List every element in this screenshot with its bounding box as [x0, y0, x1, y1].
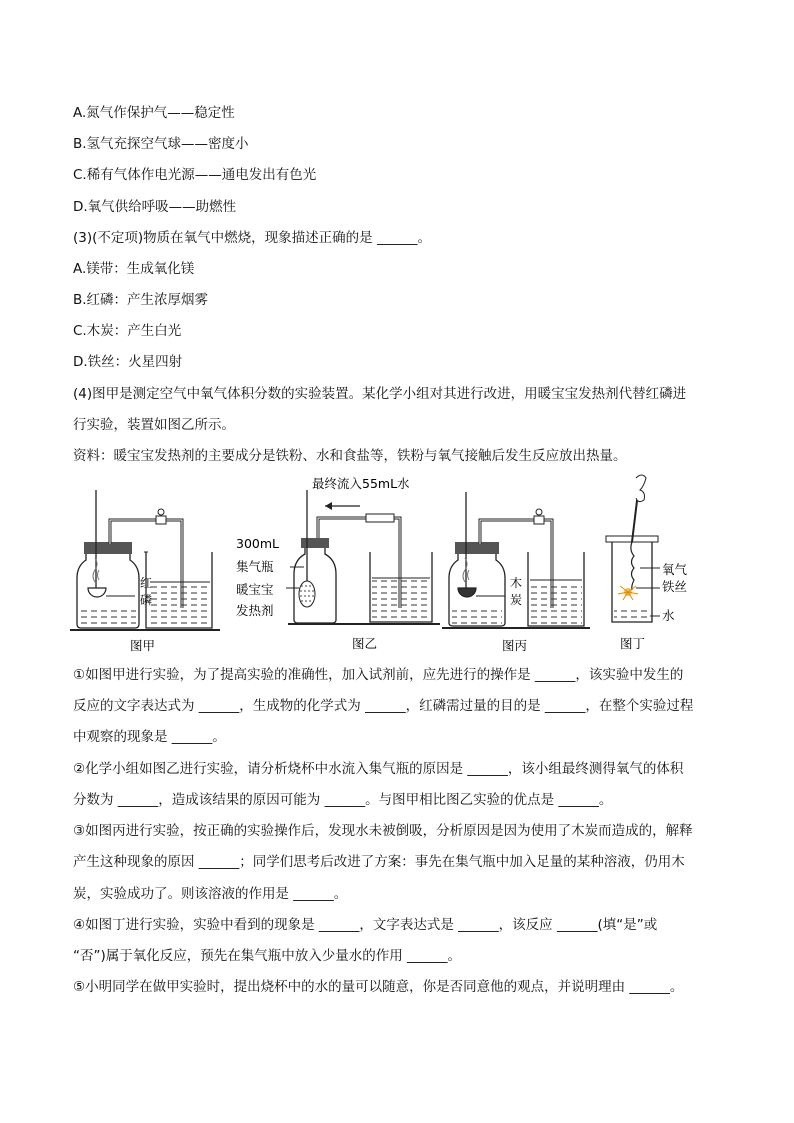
q3-option-a: A.镁带：生成氧化镁: [73, 261, 195, 277]
figure-jia: [70, 490, 220, 653]
subq-2-line-2: 分数为 ______，造成该结果的原因可能为 ______。与图甲相比图乙实验的优点是 ______。: [73, 792, 613, 808]
stopper: [84, 542, 132, 554]
label-water: 水: [662, 608, 675, 623]
subq-5-line-1: ⑤小明同学在做甲实验时，提出烧杯中的水的量可以随意，你是否同意他的观点，并说明理由 ______。: [73, 979, 684, 995]
beaker-water: [530, 582, 582, 624]
subq-2-line-1: ②化学小组如图乙进行实验，请分析烧杯中水流入集气瓶的原因是 ______，该小组最终测得氧气的体积: [73, 761, 684, 777]
gas-bottle: [294, 546, 336, 623]
subq-3-line-2: 产生这种现象的原因 ______；同学们思考后改进了方案：事先在集气瓶中加入足量的某种溶液，仍用木: [73, 854, 685, 870]
rubber-joint: [366, 514, 394, 522]
figure-ding: [606, 475, 688, 651]
subq-1-line-3: 中观察的现象是 ______。: [73, 729, 226, 745]
hand-icon: [636, 475, 646, 502]
option-c-noble-gas: C.稀有气体作电光源——通电发出有色光: [73, 167, 317, 183]
caption-jia: 图甲: [130, 638, 156, 653]
beaker-water: [148, 584, 210, 626]
clamp: [156, 516, 166, 524]
beaker-water: [372, 580, 430, 620]
subq-1-line-1: ①如图甲进行实验，为了提高实验的准确性，加入试剂前，应先进行的操作是 ______，该实验中发生的: [73, 667, 684, 683]
label-charcoal: 炭: [510, 593, 523, 607]
label-iron-wire: 铁丝: [662, 579, 688, 594]
caption-ding: 图丁: [620, 636, 646, 651]
bottle-water: [614, 610, 650, 621]
caption-bing: 图丙: [502, 638, 528, 653]
stopper: [301, 538, 329, 548]
label-red: 红: [140, 576, 153, 590]
q3-option-b: B.红磷：产生浓厚烟雾: [73, 292, 209, 308]
question-4-stem-2: 行实验，装置如图乙所示。: [73, 417, 235, 433]
note-55ml: 最终流入55mL水: [312, 476, 410, 491]
option-a-nitrogen: A.氮气作保护气——稳定性: [73, 105, 235, 121]
subq-3-line-1: ③如图丙进行实验，按正确的实验操作后，发现水未被倒吸，分析原因是因为使用了木炭而造成的，解释: [73, 823, 693, 839]
caption-yi: 图乙: [352, 636, 378, 651]
label-phosphorus: 磷: [140, 593, 153, 607]
reference-material: 资料：暖宝宝发热剂的主要成分是铁粉、水和食盐等，铁粉与氧气接触后发生反应放出热量。: [73, 448, 627, 464]
label-gas-bottle: 集气瓶: [236, 559, 274, 574]
subq-1-line-2: 反应的文字表达式为 ______，生成物的化学式为 ______，红磷需过量的目的是 ______，在整个实验过程: [73, 698, 694, 714]
stopper: [455, 542, 499, 554]
bottle-water: [452, 610, 502, 624]
experiment-figures: [0, 470, 794, 660]
label-heating-agent: 发热剂: [236, 603, 274, 618]
label-wood: 木: [510, 576, 523, 590]
figure-bing: [442, 492, 590, 653]
subq-3-line-3: 炭，实验成功了。则该溶液的作用是 ______。: [73, 886, 348, 902]
label-300ml: 300mL: [236, 536, 279, 551]
subq-4-line-2: “否”)属于氧化反应，预先在集气瓶中放入少量水的作用 ______。: [73, 948, 462, 964]
bottle-water: [80, 610, 136, 624]
subq-4-line-1: ④如图丁进行实验，实验中看到的现象是 ______，文字表达式是 ______，该反应 ______(填“是”或: [73, 917, 658, 933]
question-4-stem-1: (4)图甲是测定空气中氧气体积分数的实验装置。某化学小组对其进行改进，用暖宝宝发热剂代替红磷进: [73, 386, 687, 402]
option-b-hydrogen: B.氢气充探空气球——密度小: [73, 136, 249, 152]
apparatus-diagram: [0, 470, 794, 660]
q3-option-d: D.铁丝：火星四射: [73, 354, 183, 370]
clamp: [534, 516, 544, 524]
question-3-stem: (3)(不定项)物质在氧气中燃烧，现象描述正确的是 ______。: [73, 230, 431, 246]
label-oxygen: 氧气: [662, 562, 688, 577]
label-hand-warmer: 暖宝宝: [236, 582, 274, 597]
option-d-oxygen: D.氧气供给呼吸——助燃性: [73, 199, 237, 215]
q3-option-c: C.木炭：产生白光: [73, 323, 182, 339]
figure-yi: [236, 476, 440, 651]
warmer-packet: [299, 581, 315, 607]
